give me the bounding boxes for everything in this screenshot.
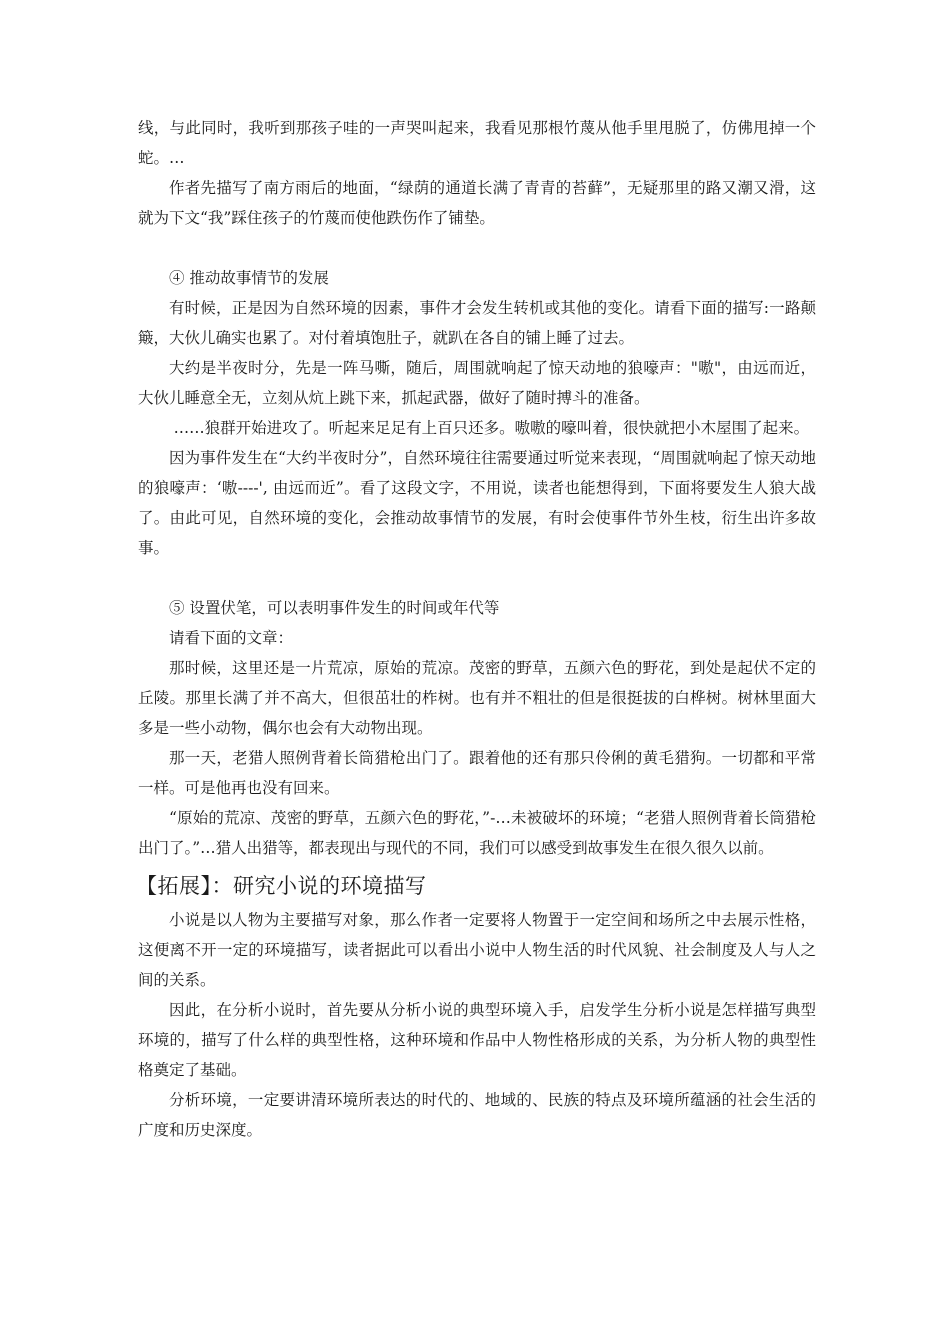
paragraph-foreshadow-analysis: 作者先描写了南方雨后的地面，“绿荫的通道长满了青青的苔藓”，无疑那里的路又潮又滑，这就为下文“我”踩住孩子的竹蔑而使他跌伤作了铺垫。 — [138, 179, 816, 227]
section-heading-time: ⑤ 设置伏笔，可以表明事件发生的时间或年代等 — [169, 599, 500, 617]
paragraph-wolves: ……狼群开始进攻了。听起来足足有上百只还多。嗷嗷的嚎叫着，很快就把小木屋围了起来。 — [173, 419, 810, 437]
paragraph-wilderness: 那时候，这里还是一片荒凉，原始的荒凉。茂密的野草，五颜六色的野花，到处是起伏不定的丘陵。那里长满了并不高大，但很茁壮的柞树。也有并不粗壮的但是很挺拔的白桦树。树林里面大多是一些小动物，偶尔也会有大动物出现。 — [138, 659, 816, 737]
paragraph-read-below: 请看下面的文章： — [169, 629, 294, 647]
paragraph-plot-analysis: 因为事件发生在“大约半夜时分”，自然环境往往需要通过听觉来表现，“周围就响起了惊天动地的狼嚎声：‘嗷----', 由远而近”。看了这段文字，不用说，读者也能想得到，下面将要发生人狼大战了。由此可见，自然环境的变化，会推动故事情节的发展，有时会使事件节外生枝，衍生出许多故事。 — [138, 449, 816, 557]
spacer — [138, 563, 816, 593]
document-page — [138, 113, 816, 1145]
paragraph-midnight: 大约是半夜时分，先是一阵马嘶，随后，周围就响起了惊天动地的狼嚎声："嗷"，由远而近，大伙儿睡意全无，立刻从炕上跳下来，抓起武器，做好了随时搏斗的准备。 — [138, 359, 816, 407]
paragraph-old-hunter: 那一天，老猎人照例背着长筒猎枪出门了。跟着他的还有那只伶俐的黄毛猎狗。一切都和平常一样。可是他再也没有回来。 — [138, 749, 816, 797]
paragraph-time-analysis: “原始的荒凉、茂密的野草，五颜六色的野花，”-…未被破坏的环境；“老猎人照例背着长筒猎枪出门了。”…猎人出猎等，都表现出与现代的不同，我们可以感受到故事发生在很久很久以前。 — [138, 809, 816, 857]
expansion-paragraph-2: 因此，在分析小说时，首先要从分析小说的典型环境入手，启发学生分析小说是怎样描写典型环境的，描写了什么样的典型性格，这种环境和作品中人物性格形成的关系，为分析人物的典型性格奠定了基础。 — [138, 1001, 816, 1079]
paragraph-snake: 线，与此同时，我听到那孩子哇的一声哭叫起来，我看见那根竹蔑从他手里甩脱了，仿佛甩掉一个蛇。… — [138, 119, 816, 167]
expansion-heading: 【拓展】：研究小说的环境描写 — [136, 874, 427, 898]
paragraph-plot-intro: 有时候，正是因为自然环境的因素，事件才会发生转机或其他的变化。请看下面的描写:一路颠簸，大伙儿确实也累了。对付着填饱肚子，就趴在各自的铺上睡了过去。 — [138, 299, 816, 347]
expansion-paragraph-1: 小说是以人物为主要描写对象，那么作者一定要将人物置于一定空间和场所之中去展示性格，这便离不开一定的环境描写，读者据此可以看出小说中人物生活的时代风貌、社会制度及人与人之间的关系。 — [138, 911, 816, 989]
expansion-paragraph-3: 分析环境，一定要讲清环境所表达的时代的、地域的、民族的特点及环境所蕴涵的社会生活的广度和历史深度。 — [138, 1091, 816, 1139]
spacer — [138, 233, 816, 263]
section-heading-plot: ④ 推动故事情节的发展 — [169, 269, 329, 287]
